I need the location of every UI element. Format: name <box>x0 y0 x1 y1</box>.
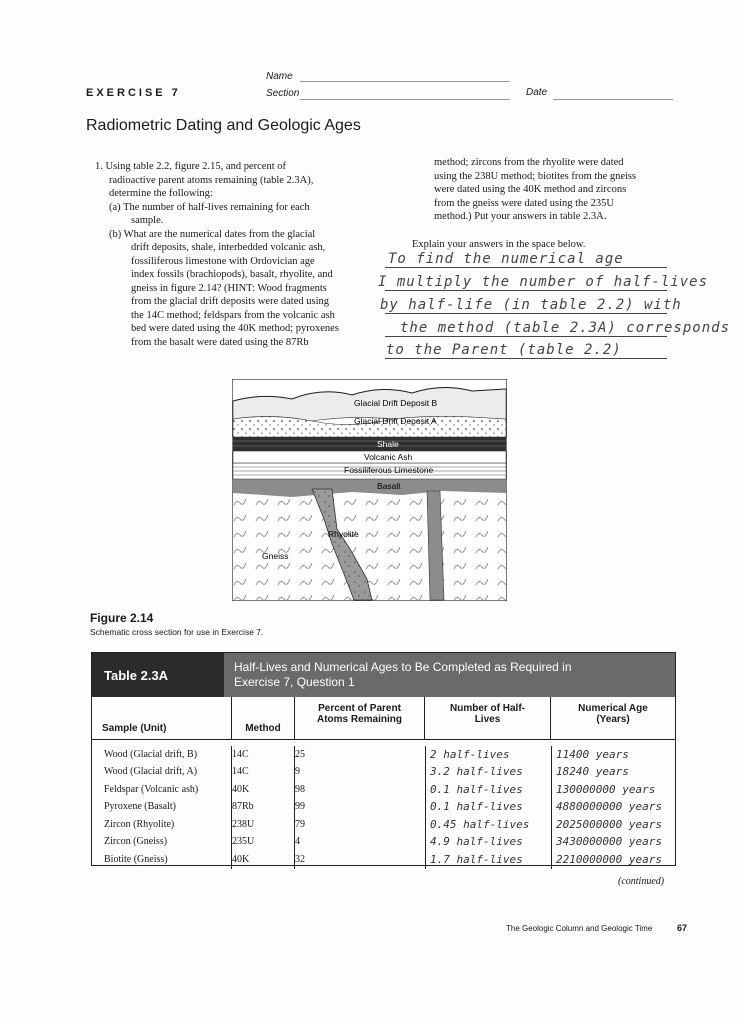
cell-percent: 79 <box>295 816 426 834</box>
q-line: determine the following: <box>109 188 213 199</box>
col-sample: Sample (Unit) <box>92 697 232 739</box>
cell-half-lives[interactable]: 0.1 half-lives <box>426 799 552 817</box>
handwritten-answer: by half-life (in table 2.2) with <box>380 297 682 313</box>
handwritten-answer: the method (table 2.3A) corresponds <box>400 320 731 336</box>
exercise-label: EXERCISE 7 <box>86 87 181 99</box>
cell-age[interactable]: 4880000000 years <box>556 800 662 813</box>
q-line: gneiss in figure 2.14? (HINT: Wood fragments <box>131 282 327 294</box>
name-label: Name <box>266 71 293 82</box>
col-age: Numerical Age (Years) <box>578 703 648 725</box>
label-gneiss: Gneiss <box>262 551 289 561</box>
table-row <box>92 816 675 834</box>
figure-caption-title: Figure 2.14 <box>90 611 154 625</box>
handwritten-answer: I multiply the number of half-lives <box>378 274 709 290</box>
table-title <box>224 653 675 697</box>
date-label: Date <box>526 87 548 98</box>
cell-percent: 4 <box>295 834 426 852</box>
q-line: bed were dated using the 40K method; pyroxenes <box>131 323 339 334</box>
cell-half-lives[interactable]: 4.9 half-lives <box>426 834 552 852</box>
cell-sample: Wood (Glacial drift, A) <box>92 764 232 782</box>
q-line: method.) Put your answers in table 2.3A. <box>434 211 607 222</box>
cell-age[interactable]: 3430000000 years <box>556 835 662 848</box>
cell-method: 238U <box>232 816 295 834</box>
table-row <box>92 764 675 782</box>
handwritten-answer: To find the numerical age <box>388 251 624 267</box>
q-line: index fossils (brachiopods), basalt, rhyolite, and <box>131 269 333 280</box>
table-col-headers <box>92 697 675 740</box>
table-body <box>92 740 675 869</box>
table-row <box>92 781 675 799</box>
gneiss-layer <box>233 499 506 600</box>
col-half-lives: Number of Half-Lives <box>425 697 551 739</box>
table-title-line: Exercise 7, Question 1 <box>234 675 355 689</box>
question-left <box>95 160 375 349</box>
answer-line <box>385 313 667 314</box>
explain-prompt: Explain your answers in the space below. <box>412 239 586 250</box>
figure-caption: Schematic cross section for use in Exercise 7. <box>90 627 264 637</box>
cell-age[interactable]: 2210000000 years <box>556 852 662 866</box>
label-rhyolite: Rhyolite <box>328 529 359 539</box>
name-line <box>300 81 510 82</box>
cell-sample: Pyroxene (Basalt) <box>92 799 232 817</box>
cell-age[interactable]: 11400 years <box>556 747 629 761</box>
page-title: Radiometric Dating and Geologic Ages <box>86 117 361 134</box>
section-label: Section <box>266 88 300 99</box>
answer-line <box>385 267 667 268</box>
label-glacial-drift-a: Glacial Drift Deposit A <box>354 416 437 426</box>
answer-line <box>385 336 667 337</box>
table-row <box>92 851 675 869</box>
col-method: Method <box>232 697 295 739</box>
cell-percent: 98 <box>295 781 426 799</box>
q-line: fossiliferous limestone with Ordovician age <box>131 255 315 267</box>
q-line: drift deposits, shale, interbedded volcanic ash, <box>131 242 326 253</box>
cell-method: 235U <box>232 834 295 852</box>
cell-percent: 32 <box>295 851 426 869</box>
cell-method: 87Rb <box>232 799 295 817</box>
cell-half-lives[interactable]: 3.2 half-lives <box>426 764 552 782</box>
cell-percent: 99 <box>295 799 426 817</box>
cell-half-lives[interactable]: 0.45 half-lives <box>426 816 552 834</box>
page-number: 67 <box>677 923 688 933</box>
handwritten-answer: to the Parent (table 2.2) <box>386 342 622 358</box>
table-label: Table 2.3A <box>104 667 169 683</box>
cell-method: 14C <box>232 764 295 782</box>
cell-age[interactable]: 18240 years <box>556 765 629 778</box>
q-line: from the glacial drift deposits were dated using <box>131 296 329 307</box>
q-line: (b) What are the numerical dates from the glacial <box>109 228 316 240</box>
cell-half-lives[interactable]: 1.7 half-lives <box>426 851 552 869</box>
label-glacial-drift-b: Glacial Drift Deposit B <box>354 398 438 408</box>
answer-line <box>385 358 667 359</box>
label-volcanic-ash: Volcanic Ash <box>364 452 413 462</box>
label-limestone: Fossiliferous Limestone <box>344 465 434 475</box>
cell-percent: 25 <box>295 746 426 764</box>
table-2-3a <box>91 652 676 866</box>
section-line <box>300 99 510 100</box>
shale-layer <box>233 437 506 451</box>
q-line: from the gneiss were dated using the 235U <box>434 197 614 209</box>
table-row <box>92 834 675 852</box>
q-line: method; zircons from the rhyolite were dated <box>434 157 624 168</box>
q-line: the 14C method; feldspars from the volcanic ash <box>131 309 335 321</box>
table-header-band <box>92 653 675 697</box>
cell-half-lives[interactable]: 0.1 half-lives <box>426 781 552 799</box>
cell-sample: Feldspar (Volcanic ash) <box>92 781 232 799</box>
cell-method: 14C <box>232 746 295 764</box>
cell-sample: Zircon (Rhyolite) <box>92 816 232 834</box>
answer-line <box>385 290 667 291</box>
footer-text: The Geologic Column and Geologic Time <box>506 924 653 933</box>
table-row <box>92 799 675 817</box>
cell-half-lives[interactable]: 2 half-lives <box>426 746 552 764</box>
question-right <box>434 156 684 224</box>
q-line: were dated using the 40K method and zircons <box>434 184 627 195</box>
cross-section-figure <box>232 379 507 601</box>
cell-sample: Wood (Glacial drift, B) <box>92 746 232 764</box>
label-shale: Shale <box>377 439 399 449</box>
label-basalt: Basalt <box>377 481 401 491</box>
cell-sample: Biotite (Gneiss) <box>92 851 232 869</box>
cell-sample: Zircon (Gneiss) <box>92 834 232 852</box>
col-percent: Percent of Parent Atoms Remaining <box>295 697 425 739</box>
q-line: radioactive parent atoms remaining (table 2.3A), <box>109 174 314 186</box>
cell-age[interactable]: 130000000 years <box>556 782 656 796</box>
cell-age[interactable]: 2025000000 years <box>556 817 662 831</box>
q-line: (a) The number of half-lives remaining for each <box>109 201 310 213</box>
table-title-line: Half-Lives and Numerical Ages to Be Completed as Required in <box>234 660 572 674</box>
q-line: 1. Using table 2.2, figure 2.15, and percent of <box>95 161 286 172</box>
cell-method: 40K <box>232 851 295 869</box>
q-line: from the basalt were dated using the 87Rb <box>131 336 309 348</box>
date-line <box>553 99 673 100</box>
cell-percent: 9 <box>295 764 426 782</box>
continued-label: (continued) <box>618 876 665 887</box>
q-line: using the 238U method; biotites from the gneiss <box>434 170 637 182</box>
table-row <box>92 740 675 764</box>
cell-method: 40K <box>232 781 295 799</box>
q-line: sample. <box>131 215 164 226</box>
